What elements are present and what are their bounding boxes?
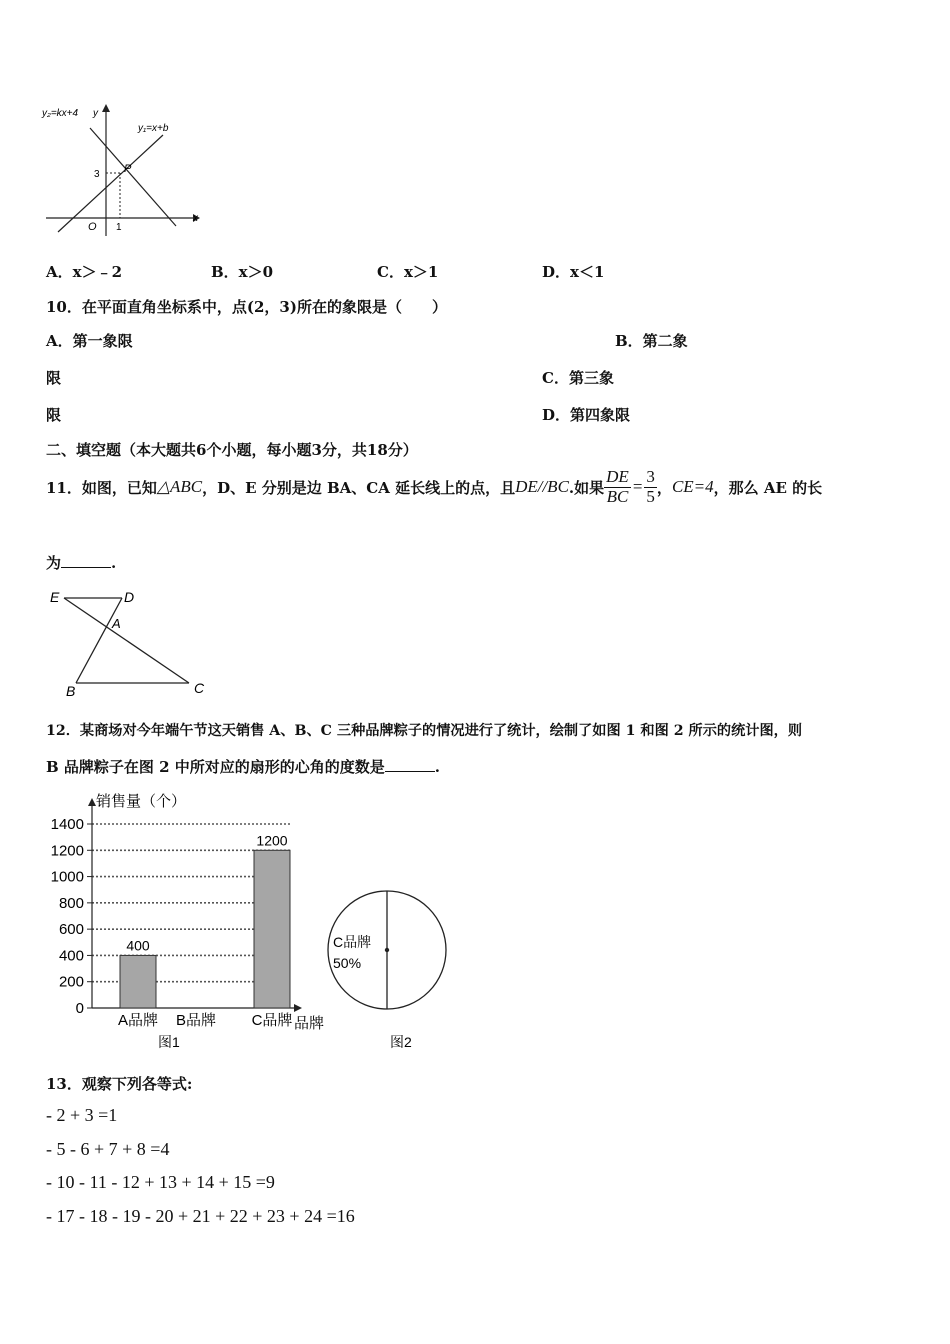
- frac-num: DE: [606, 466, 629, 486]
- q10-option-d: D．第四象限: [542, 406, 631, 424]
- answer-blank: [61, 553, 111, 568]
- label-a: A: [112, 616, 121, 631]
- label-d: D: [124, 589, 135, 605]
- bar: [254, 850, 290, 1008]
- bar: [120, 955, 156, 1008]
- line-y2: [90, 128, 176, 226]
- x-tick-label: A品牌: [117, 1012, 159, 1029]
- section-title-fill-in: 二、填空题（本大题共6个小题，每小题3分，共18分）: [46, 441, 418, 459]
- y-tick-label: 400: [58, 947, 84, 965]
- label-e: E: [50, 589, 60, 605]
- label-b: B: [66, 683, 76, 699]
- q11-triangle: △ABC: [156, 477, 203, 496]
- q10-wrap-1: 限: [46, 369, 62, 387]
- q11-fraction-de-bc: [604, 468, 631, 506]
- pie-slice-percent: 50%: [333, 955, 362, 971]
- q11-parallel: DE//BC: [515, 477, 569, 496]
- label-origin: O: [88, 221, 97, 233]
- bar-data-label: 400: [126, 937, 150, 954]
- y-tick-label: 800: [58, 894, 84, 912]
- frac-num: 3: [646, 466, 655, 486]
- q9-option-c: C．x＞1: [377, 263, 439, 281]
- y-tick-label: 600: [58, 921, 84, 939]
- answer-blank: [385, 757, 435, 772]
- q9-option-d: D．x＜1: [542, 263, 605, 281]
- q11-ce: CE=4: [671, 477, 714, 496]
- y-axis-arrow: [88, 798, 96, 806]
- y-axis-arrow: [102, 104, 110, 112]
- bar-chart-ylabel: 销售量（个）: [96, 793, 187, 810]
- tick-3: 3: [94, 169, 100, 180]
- pie-center: [385, 948, 389, 952]
- bar-chart-xlabel: 品牌: [294, 1015, 325, 1032]
- tick-1: 1: [116, 222, 122, 233]
- pie-slice-name: C品牌: [333, 934, 372, 950]
- q13-stem: 13．观察下列各等式:: [46, 1075, 193, 1093]
- q11-text-1: 11．如图，已知: [46, 478, 157, 497]
- frac-den: BC: [606, 486, 629, 506]
- q10-wrap-2: 限: [46, 406, 62, 424]
- q12-line-2: [46, 756, 440, 777]
- q13-equation-2: - 5 - 6 + 7 + 8 =4: [46, 1139, 170, 1159]
- q13-equation-1: - 2 + 3 =1: [46, 1105, 118, 1125]
- q11-text-3: .如果: [568, 478, 605, 497]
- label-y-axis: y: [93, 108, 98, 119]
- q11-stem: [46, 462, 822, 512]
- q11-text-5: ，那么 AE 的长: [713, 478, 823, 497]
- q11-end: .: [111, 554, 117, 572]
- x-tick-label: C品牌: [251, 1012, 293, 1029]
- q9-function-graph: [38, 100, 208, 240]
- label-y2: y₂=kx+4: [42, 108, 79, 119]
- y-tick-label: 1200: [50, 842, 84, 860]
- q10-option-b: B．第二象: [615, 332, 688, 350]
- label-x: x: [193, 213, 198, 224]
- x-tick-label: B品牌: [175, 1012, 217, 1029]
- q11-text-4: ，: [656, 478, 672, 497]
- y-tick-label: 1400: [50, 816, 84, 833]
- y-tick-label: 0: [75, 1000, 84, 1017]
- y-tick-label: 1000: [50, 868, 84, 886]
- q12-line2-text: B 品牌粽子在图 2 中所对应的扇形的心角的度数是: [46, 758, 385, 776]
- q11-triangle-figure: [44, 586, 214, 701]
- q11-line2-text: 为: [46, 554, 62, 572]
- q10-option-c: C．第三象: [542, 369, 614, 387]
- bar-data-label: 1200: [256, 832, 288, 849]
- label-p: P: [124, 163, 132, 175]
- q9-option-a: A．x＞﹣2: [46, 263, 123, 281]
- q13-equation-4: - 17 - 18 - 19 - 20 + 21 + 22 + 23 + 24 =16: [46, 1206, 355, 1226]
- q10-stem: 10．在平面直角坐标系中，点(2，3)所在的象限是（ ）: [46, 298, 447, 316]
- q12-end: .: [434, 758, 441, 776]
- q11-fraction-3-5: [644, 468, 657, 506]
- q13-equation-3: - 10 - 11 - 12 + 13 + 14 + 15 =9: [46, 1172, 275, 1192]
- q12-line-1: 12．某商场对今年端午节这天销售 A、B、C 三种品牌粽子的情况进行了统计，绘制了如图 1 和图 2 所示的统计图，则: [46, 723, 803, 739]
- pie-chart-title: 图2: [390, 1034, 412, 1050]
- y-tick-label: 200: [58, 973, 84, 991]
- label-y1: y₁=x+b: [138, 123, 169, 134]
- x-axis-arrow: [294, 1004, 302, 1012]
- label-c: C: [194, 680, 205, 696]
- q11-line-2: [46, 552, 116, 573]
- bar-chart-title: 图1: [158, 1034, 180, 1050]
- q10-option-a: A．第一象限: [46, 332, 133, 350]
- q9-option-b: B．x＞0: [211, 263, 274, 281]
- q11-equals: =: [632, 477, 643, 496]
- q11-text-2: ，D、E 分别是边 BA、CA 延长线上的点，且: [202, 478, 516, 497]
- frac-den: 5: [646, 486, 655, 506]
- q12-statistics-figures: [40, 788, 460, 1056]
